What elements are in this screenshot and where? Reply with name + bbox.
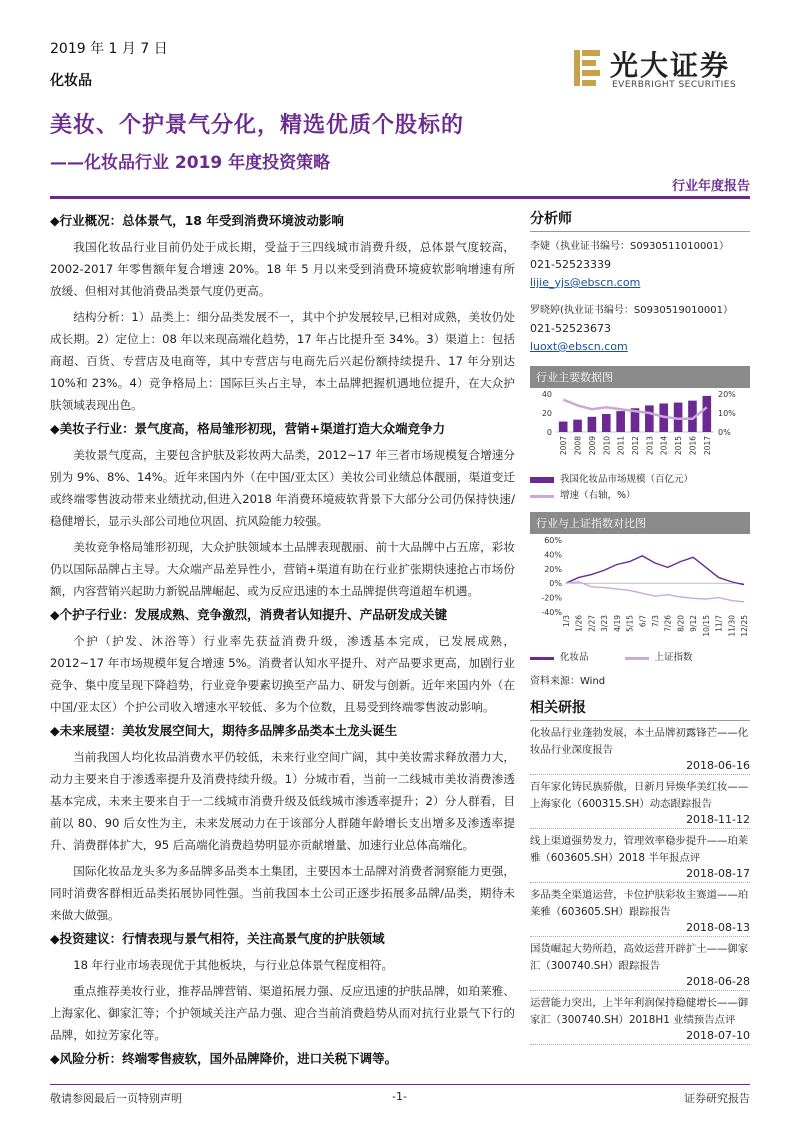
x-tick-label: 4/19 xyxy=(612,615,622,632)
everbright-logo-icon xyxy=(570,48,604,88)
y2-tick-label: 0% xyxy=(718,428,731,437)
x-tick-label: 5/15 xyxy=(625,615,635,632)
bar xyxy=(703,396,712,432)
related-research-list xyxy=(530,725,750,1045)
report-date: 2019 年 1 月 7 日 xyxy=(50,41,168,57)
market-size-chart xyxy=(530,388,750,468)
footer-disclaimer: 敬请参阅最后一页特别声明 xyxy=(50,1092,182,1105)
paragraph: 结构分析：1）品类上：细分品类发展不一，其中个护发展较早,已相对成熟，美妆仍处成长期。2）定位上：08 年以来现高端化趋势，17 年占比提升至 34%。3）渠道上：包括商超、百货、专营店及电商等，其中专营店与电商先后兴起份额持续提升、17 年分别达 10%和 23%。4）竞争格局上：国际巨头占主导，本土品牌把握机遇地位提升，在大众护肤领域表现出色。 xyxy=(50,310,515,412)
data-source: 资料来源：Wind xyxy=(530,676,606,687)
x-tick-label: 2010 xyxy=(602,436,612,456)
index-compare-panel-title: 行业与上证指数对比图 xyxy=(530,512,750,534)
y2-tick-label: 20% xyxy=(718,390,736,399)
related-report-date: 2018-07-10 xyxy=(530,1029,750,1045)
brand-logo xyxy=(570,44,750,94)
body-column xyxy=(50,208,515,1074)
x-tick-label: 2012 xyxy=(631,436,640,456)
section xyxy=(50,420,515,602)
legend-line-swatch-icon xyxy=(530,495,554,498)
logo-text-en: EVERBRIGHT SECURITIES xyxy=(612,80,737,90)
market-data-panel-title: 行业主要数据图 xyxy=(530,366,750,388)
legend-item xyxy=(530,472,750,488)
logo-text-cn: 光大证券 xyxy=(610,49,731,82)
footer-divider xyxy=(50,1084,750,1085)
x-tick-label: 11/30 xyxy=(727,615,737,637)
related-report-link[interactable]: 化妆品行业蓬勃发展，本土品牌初露锋芒——化妆品行业深度报告 xyxy=(530,727,749,756)
bar xyxy=(602,414,611,432)
index-chart-wrapper xyxy=(530,534,750,666)
related-report-date: 2018-06-16 xyxy=(530,759,750,775)
related-report-link[interactable]: 线上渠道强势发力，管理效率稳步提升——珀莱雅（603605.SH）2018 半年报点评 xyxy=(530,835,749,864)
analyst-name: 李婕（执业证书编号：S0930511010001） xyxy=(530,241,730,252)
bar xyxy=(616,411,625,432)
section-heading: ◆未来展望：美妆发展空间大，期待多品牌多品类本土龙头诞生 xyxy=(50,723,398,738)
x-tick-label: 2014 xyxy=(659,436,669,456)
paragraph: 18 年行业市场表现优于其他板块，与行业总体景气程度相符。 xyxy=(73,958,394,972)
section-heading: ◆投资建议：行情表现与景气相符，关注高景气度的护肤领域 xyxy=(50,931,385,946)
related-report-link[interactable]: 百年家化铸民族骄傲，日新月异焕华美红妆——上海家化（600315.SH）动态跟踪报告 xyxy=(530,781,749,810)
footer-label: 证券研究报告 xyxy=(684,1092,750,1105)
report-type: 行业年度报告 xyxy=(671,179,750,194)
section xyxy=(50,722,515,926)
x-tick-label: 1/26 xyxy=(574,615,584,632)
section-heading: ◆行业概况：总体景气，18 年受到消费环境波动影响 xyxy=(50,213,344,228)
section-heading: ◆风险分析：终端零售疲软，国外品牌降价，进口关税下调等。 xyxy=(50,1051,398,1066)
x-tick-label: 11/7 xyxy=(714,615,724,632)
paragraph: 国际化妆品龙头多为多品牌多品类本土集团，主要因本土品牌对消费者洞察能力更强，同时消费客群相近品类拓展协同性强。当前我国本土公司正逐步拓展多品牌/品类，期待未来做大做强。 xyxy=(50,864,515,922)
x-tick-label: 12/25 xyxy=(740,615,749,637)
analyst-heading: 分析师 xyxy=(530,208,750,232)
legend-label: 我国化妆品市场规模（百亿元） xyxy=(560,474,694,485)
legend-bar-swatch-icon xyxy=(530,477,554,483)
y-tick-label: 40 xyxy=(541,390,552,399)
legend-item xyxy=(530,488,750,504)
x-tick-label: 2017 xyxy=(702,436,712,456)
paragraph: 我国化妆品行业目前仍处于成长期，受益于三四线城市消费升级，总体景气度较高，2002-2017 年零售额年复合增速 20%。18 年 5 月以来受到消费环境疲软影响增速有所放缓、但相对其他消费品类景气度仍更高。 xyxy=(50,240,515,298)
sidebar-column xyxy=(530,208,750,1049)
legend-line-swatch-icon xyxy=(530,657,554,660)
x-tick-label: 3/23 xyxy=(600,615,610,632)
y2-tick-label: 10% xyxy=(718,409,736,418)
legend-line-swatch-icon xyxy=(625,657,649,660)
y-tick-label: 60% xyxy=(544,536,562,545)
paragraph: 个护（护发、沐浴等）行业率先获益消费升级，渗透基本完成，已发展成熟，2012~17 年市场规模年复合增速 5%。消费者认知水平提升、对产品要求更高，加剧行业竞争、集中度呈现下降趋势，行业竞争要素切换至产品力、研发与创新。近年来国内外（在中国/亚太区）个护公司收入增速水平较低、多为个位数，且易受到终端零售波动影响。 xyxy=(50,634,515,714)
analyst-email-link[interactable]: luoxt@ebscn.com xyxy=(530,340,628,353)
related-report-link[interactable]: 运营能力突出，上半年利润保持稳健增长——御家汇（300740.SH）2018H1 业绩预告点评 xyxy=(530,997,749,1026)
x-tick-label: 8/20 xyxy=(676,615,686,632)
y-tick-label: -20% xyxy=(541,593,562,603)
x-tick-label: 7/26 xyxy=(663,615,673,632)
paragraph: 美妆景气度高，主要包含护肤及彩妆两大品类，2012~17 年三者市场规模复合增速分别为 9%、8%、14%。近年来国内外（在中国/亚太区）美妆公司业绩总体靓丽，渠道变迁或终端零售波动带来业绩扰动,但进入2018 年消费环境疲软背景下大部分公司仍保持快速/稳健增长，显示头部公司地位巩固、抗风险能力较强。 xyxy=(50,448,515,528)
related-report-link[interactable]: 多品类全渠道运营，卡位护肤彩妆主赛道——珀莱雅（603605.SH）跟踪报告 xyxy=(530,889,749,918)
section xyxy=(50,930,515,1046)
section xyxy=(50,606,515,718)
legend-item xyxy=(530,650,750,666)
section xyxy=(50,212,515,416)
y-tick-label: 20 xyxy=(541,409,552,418)
x-tick-label: 2009 xyxy=(587,436,597,456)
sector-label: 化妆品 xyxy=(50,73,92,89)
related-report-date: 2018-08-17 xyxy=(530,867,750,883)
header-divider xyxy=(50,196,750,199)
bar xyxy=(588,417,597,432)
related-report-link[interactable]: 国货崛起大势所趋，高效运营开辟扩土——御家汇（300740.SH）跟踪报告 xyxy=(530,943,749,972)
bar xyxy=(573,420,582,432)
report-subtitle: ——化妆品行业 2019 年度投资策略 xyxy=(50,153,331,173)
y-tick-label: 0 xyxy=(546,428,552,437)
paragraph: 重点推荐美妆行业，推荐品牌营销、渠道拓展力强、反应迅速的护肤品牌，如珀莱雅、上海家化、御家汇等；个护领域关注产品力强、迎合当前消费趋势从而对抗行业景气下行的品牌，如拉芳家化等。 xyxy=(50,984,515,1042)
bar xyxy=(645,405,654,432)
sse-index-line xyxy=(566,582,744,602)
x-tick-label: 2/27 xyxy=(587,615,597,632)
x-tick-label: 2011 xyxy=(616,436,626,456)
y-tick-label: 40% xyxy=(544,550,562,560)
x-tick-label: 2008 xyxy=(573,436,583,456)
x-tick-label: 10/15 xyxy=(701,615,711,637)
y-tick-label: 20% xyxy=(544,564,562,574)
analyst-phone: 021-52523673 xyxy=(530,322,611,335)
x-tick-label: 2015 xyxy=(674,436,684,456)
bar xyxy=(559,422,568,432)
analyst-phone: 021-52523339 xyxy=(530,258,611,271)
related-report-date: 2018-11-12 xyxy=(530,813,750,829)
x-tick-label: 9/12 xyxy=(689,615,699,632)
analyst-card xyxy=(530,302,750,356)
paragraph: 美妆竞争格局雏形初现，大众护肤领域本土品牌表现靓丽、前十大品牌中占五席，彩妆仍以国际品牌占主导。大众端产品差异性小，营销+渠道有助在行业扩张期快速抢占市场份额，内容营销兴起助力新锐品牌崛起、或为反应迅速的本土品牌提供弯道超车机遇。 xyxy=(50,540,515,598)
section-heading: ◆个护子行业：发展成熟、竞争激烈，消费者认知提升、产品研发成关键 xyxy=(50,607,448,622)
related-research-heading: 相关研报 xyxy=(530,697,750,721)
related-report-date: 2018-06-28 xyxy=(530,975,750,991)
x-tick-label: 6/7 xyxy=(638,615,648,628)
y-tick-label: -40% xyxy=(541,608,562,617)
index-compare-chart xyxy=(530,534,750,646)
x-tick-label: 2007 xyxy=(559,436,569,456)
analyst-name: 罗晓婷(执业证书编号：S0930519010001） xyxy=(530,305,733,316)
analyst-card xyxy=(530,238,750,292)
report-title: 美妆、个护景气分化，精选优质个股标的 xyxy=(50,113,465,138)
paragraph: 当前我国人均化妆品消费水平仍较低，未来行业空间广阔，其中美妆需求释放潜力大，动力主要来自于渗透率提升及消费持续升级。1）分城市看，当前一二线城市美妆消费渗透基本完成，未来主要来自于一二线城市消费升级及低线城市渗透率提升；2）分人群看，目前以 80、90 后女性为主，未来发展动力在于该部分人群随年龄增长支出增多及渗透率提升、消费群体扩大，95 后高端化消费趋势明显亦贡献增量、加速行业总体高端化。 xyxy=(50,750,515,852)
x-tick-label: 1/3 xyxy=(562,615,571,628)
section xyxy=(50,1050,515,1068)
y-tick-label: 0% xyxy=(549,579,562,589)
market-chart-wrapper xyxy=(530,388,750,504)
analyst-email-link[interactable]: lijie_yjs@ebscn.com xyxy=(530,276,641,289)
legend-label: 上证指数 xyxy=(654,652,693,663)
x-tick-label: 2013 xyxy=(645,436,655,456)
cosmetics-line xyxy=(566,556,744,585)
x-tick-label: 2016 xyxy=(688,436,698,456)
page-number: -1- xyxy=(392,1090,407,1103)
legend-label: 增速（右轴，%） xyxy=(560,490,636,501)
x-tick-label: 7/3 xyxy=(651,615,660,628)
section-heading: ◆美妆子行业：景气度高，格局雏形初现，营销+渠道打造大众端竞争力 xyxy=(50,421,446,436)
related-report-date: 2018-08-13 xyxy=(530,921,750,937)
legend-label: 化妆品 xyxy=(560,652,589,663)
